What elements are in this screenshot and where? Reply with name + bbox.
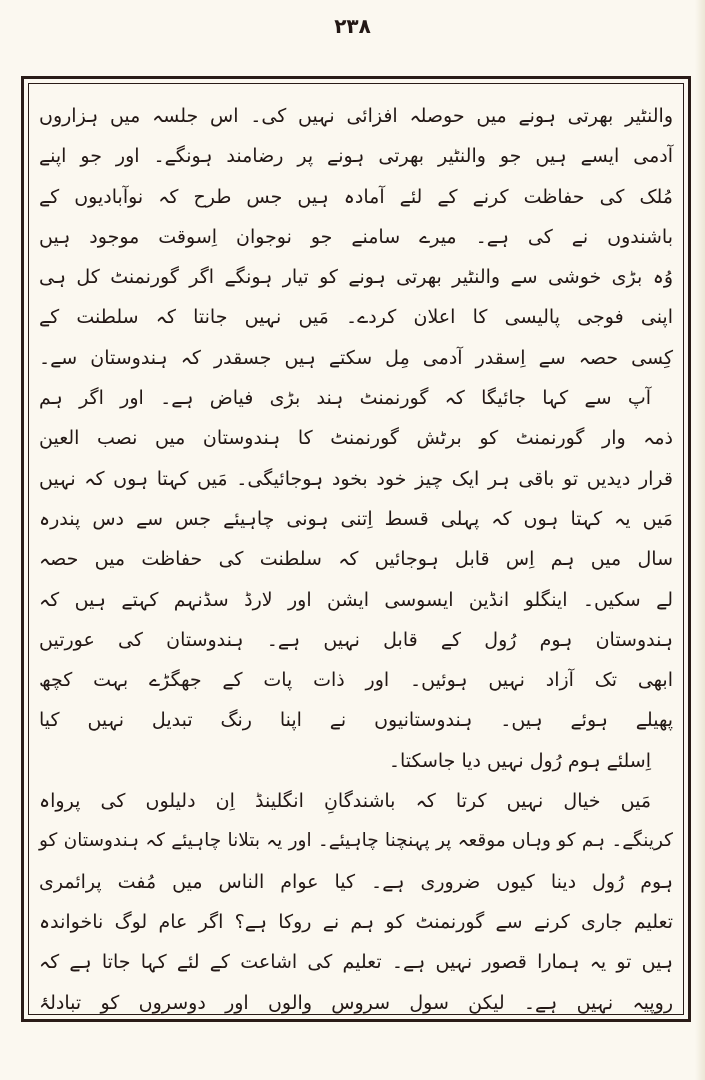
text-line: قرار دیدیں تو باقی ہر ایک چیز خود بخود ہوجائیگی۔ مَیں کہتا ہوں کہ نہیں: [39, 467, 673, 490]
text-line: کِسی حصہ سے اِسقدر آدمی مِل سکتے ہیں جسقدر کہ ہندوستان سے۔: [39, 346, 673, 369]
text-line: والنٹیر بھرتی ہونے میں حوصلہ افزائی نہیں کی۔ اس جلسہ میں ہزاروں: [39, 105, 673, 127]
text-line: وُہ بڑی خوشی سے والنٹیر بھرتی ہونے کو تیار ہونگے اگر گورنمنٹ کل ہی: [39, 266, 673, 289]
text-line: ہندوستان ہوم رُول کے قابل نہیں ہے۔ ہندوستان کی عورتیں: [39, 628, 673, 651]
text-line: ہوم رُول دینا کیوں ضروری ہے۔ کیا عوام الناس میں مُفت پرائمری: [39, 870, 673, 893]
text-line: مَیں یہ کہتا ہوں کہ پہلی قسط اِتنی ہونی چاہیئے جس سے دس پندرہ: [39, 507, 673, 530]
text-line: روپیہ نہیں ہے۔ لیکن سول سروس والوں اور دوسروں کو تبادلۂ: [39, 991, 673, 1014]
text-line: ابھی تک آزاد نہیں ہوئیں۔ اور ذات پات کے جھگڑے بہت کچھ: [39, 669, 673, 692]
text-line: کرینگے۔ ہم کو وہاں موقعہ پر پہنچنا چاہیئے۔ اور یہ بتلانا چاہیئے کہ ہندوستان کو: [39, 830, 673, 852]
page-number: ۲۳۸: [334, 14, 371, 38]
page-border-inner: [28, 83, 684, 1015]
text-line: سال میں ہم اِس قابل ہوجائیں کہ سلطنت کی حفاظت میں حصہ: [39, 548, 673, 571]
page-border: [21, 76, 691, 1022]
text-line: اپنی فوجی پالیسی کا اعلان کردے۔ مَیں نہیں جانتا کہ سلطنت کے: [39, 306, 673, 329]
paragraph-end-line: اِسلئے ہوم رُول نہیں دیا جاسکتا۔: [388, 749, 651, 772]
text-line: آپ سے کہا جائیگا کہ گورنمنٹ ہند بڑی فیاض ہے۔ اور اگر ہم: [39, 387, 651, 410]
text-line: ذمہ وار گورنمنٹ کو برٹش گورنمنٹ کا ہندوستان میں نصب العین: [39, 427, 673, 450]
text-line: تعلیم جاری کرنے سے گورنمنٹ کو ہم نے روکا ہے؟ اگر عام لوگ ناخواندہ: [39, 910, 673, 933]
text-line: مُلک کی حفاظت کرنے کے لئے آمادہ ہیں جس طرح کہ نوآبادیوں کے: [39, 185, 673, 208]
text-line: باشندوں نے کی ہے۔ میرے سامنے جو نوجوان اِسوقت موجود ہیں: [39, 225, 673, 248]
paragraph-start-line: مَیں خیال نہیں کرتا کہ باشندگانِ انگلینڈ اِن دلیلوں کی پرواہ: [39, 790, 651, 813]
text-line: لے سکیں۔ اینگلو انڈین ایسوسی ایشن اور لارڈ سڈنہم کہتے ہیں کہ: [39, 588, 673, 611]
text-line: ہیں تو یہ ہمارا قصور نہیں ہے۔ تعلیم کی اشاعت کے لئے کہا جاتا ہے کہ: [39, 951, 673, 974]
page-edge-shadow: [695, 0, 705, 1080]
text-line: پھیلے ہوئے ہیں۔ ہندوستانیوں نے اپنا رنگ تبدیل نہیں کیا: [39, 709, 673, 732]
body-text: [39, 96, 673, 1023]
text-line: آدمی ایسے ہیں جو والنٹیر بھرتی ہونے پر رضامند ہونگے۔ اور جو اپنے: [39, 145, 673, 168]
